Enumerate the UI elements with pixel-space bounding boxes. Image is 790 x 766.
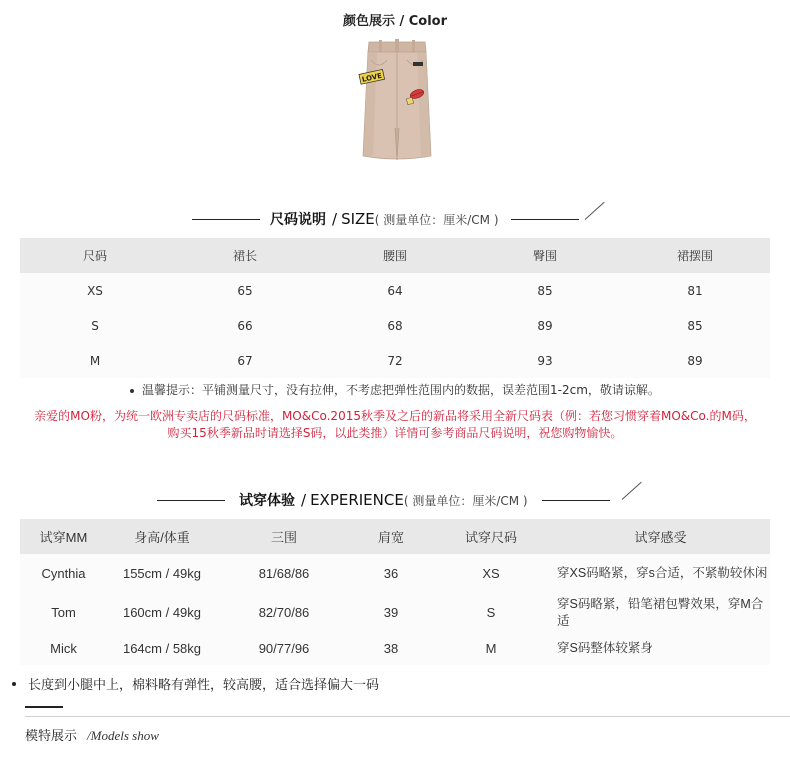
svg-text:LOVE: LOVE (361, 71, 383, 84)
size-standard-notice (20, 408, 770, 442)
table-row (20, 593, 770, 632)
heading-rule-left (192, 219, 260, 220)
size-cell: 81 (620, 273, 770, 308)
bullet-dot (130, 389, 134, 393)
size-title-cn: 尺码说明 (270, 212, 326, 228)
models-title-en: /Models show (87, 728, 159, 743)
model-name-cell: Cynthia (20, 554, 107, 593)
size-cell: 93 (470, 343, 620, 378)
heading-rule-left (157, 500, 225, 501)
experience-section-heading (157, 490, 610, 510)
size-cell: 89 (620, 343, 770, 378)
heading-rule-right (542, 500, 610, 501)
fitting-size-cell: M (431, 632, 551, 665)
size-table (20, 238, 770, 378)
models-section-accent-bar (25, 706, 63, 708)
experience-unit: ( 测量单位：厘米/CM ) (403, 493, 528, 508)
size-header-cell: 裙摆围 (620, 238, 770, 273)
fitting-feedback-cell: 穿XS码略紧，穿s合适，不紧勒较休闲 (551, 554, 770, 593)
shoulder-cell: 36 (351, 554, 431, 593)
experience-title-en: EXPERIENCE (310, 491, 404, 509)
experience-header-cell: 试穿感受 (551, 519, 770, 554)
table-row (20, 273, 770, 308)
skirt-illustration (355, 36, 440, 166)
models-section-divider (25, 716, 790, 717)
size-header-cell: 腰围 (320, 238, 470, 273)
height-weight-cell: 164cm / 58kg (107, 632, 217, 665)
experience-header-cell: 身高/体重 (107, 519, 217, 554)
product-fit-note (12, 674, 379, 693)
table-row (20, 632, 770, 665)
bullet-dot (12, 682, 16, 686)
color-section-title: 颜色展示 / Color (342, 14, 448, 29)
experience-header-cell: 试穿MM (20, 519, 107, 554)
experience-title-separator: / (301, 491, 307, 509)
size-title-en: SIZE (341, 210, 375, 228)
heading-slash-decoration (622, 482, 642, 500)
size-cell: 68 (320, 308, 470, 343)
models-title-cn: 模特展示 (25, 729, 78, 744)
size-cell: 85 (470, 273, 620, 308)
shoulder-cell: 39 (351, 593, 431, 632)
size-cell: 64 (320, 273, 470, 308)
fitting-size-cell: S (431, 593, 551, 632)
experience-header-cell: 肩宽 (351, 519, 431, 554)
size-unit: ( 测量单位：厘米/CM ) (374, 212, 499, 227)
fitting-feedback-cell: 穿S码整体较紧身 (551, 632, 770, 665)
table-row (20, 554, 770, 593)
product-fit-note-text: 长度到小腿中上，棉料略有弹性，较高腰，适合选择偏大一码 (28, 678, 380, 693)
size-header-cell: 尺码 (20, 238, 170, 273)
size-notice-line-1: 亲爱的MO粉，为统一欧洲专卖店的尺码标准，MO&Co.2015秋季及之后的新品将采用全新尺码表（例：若您习惯穿着MO&Co.的M码， (34, 409, 756, 423)
size-table-header-row (20, 238, 770, 273)
experience-header-cell: 三围 (217, 519, 351, 554)
size-cell: 85 (620, 308, 770, 343)
size-notice-line-2: 购买15秋季新品时请选择S码，以此类推）详情可参考商品尺码说明，祝您购物愉快。 (167, 426, 623, 440)
measurements-cell: 81/68/86 (217, 554, 351, 593)
fitting-experience-table (20, 519, 770, 665)
shoulder-cell: 38 (351, 632, 431, 665)
height-weight-cell: 160cm / 49kg (107, 593, 217, 632)
product-color-swatch-image[interactable] (355, 36, 440, 166)
model-name-cell: Mick (20, 632, 107, 665)
size-cell: XS (20, 273, 170, 308)
size-cell: S (20, 308, 170, 343)
height-weight-cell: 155cm / 49kg (107, 554, 217, 593)
heading-slash-decoration (585, 202, 605, 220)
measurements-cell: 82/70/86 (217, 593, 351, 632)
size-section-heading (192, 209, 579, 229)
size-header-cell: 裙长 (170, 238, 320, 273)
models-section-title (25, 725, 159, 744)
experience-header-cell: 试穿尺码 (431, 519, 551, 554)
measurement-tip-text: 温馨提示：平铺测量尺寸，没有拉伸，不考虑把弹性范围内的数据，误差范围1-2cm，敬请谅解。 (142, 383, 660, 397)
model-name-cell: Tom (20, 593, 107, 632)
experience-title-cn: 试穿体验 (239, 493, 295, 509)
size-header-cell: 臀围 (470, 238, 620, 273)
table-row (20, 308, 770, 343)
measurements-cell: 90/77/96 (217, 632, 351, 665)
size-cell: 66 (170, 308, 320, 343)
size-cell: 65 (170, 273, 320, 308)
experience-table-header-row (20, 519, 770, 554)
size-title-separator: / (332, 210, 338, 228)
heading-rule-right (511, 219, 579, 220)
size-cell: 67 (170, 343, 320, 378)
fitting-feedback-cell: 穿S码略紧，铅笔裙包臀效果，穿M合适 (551, 593, 770, 632)
size-cell: 89 (470, 308, 620, 343)
fitting-size-cell: XS (431, 554, 551, 593)
table-row (20, 343, 770, 378)
size-cell: M (20, 343, 170, 378)
size-cell: 72 (320, 343, 470, 378)
measurement-tip (0, 381, 790, 398)
